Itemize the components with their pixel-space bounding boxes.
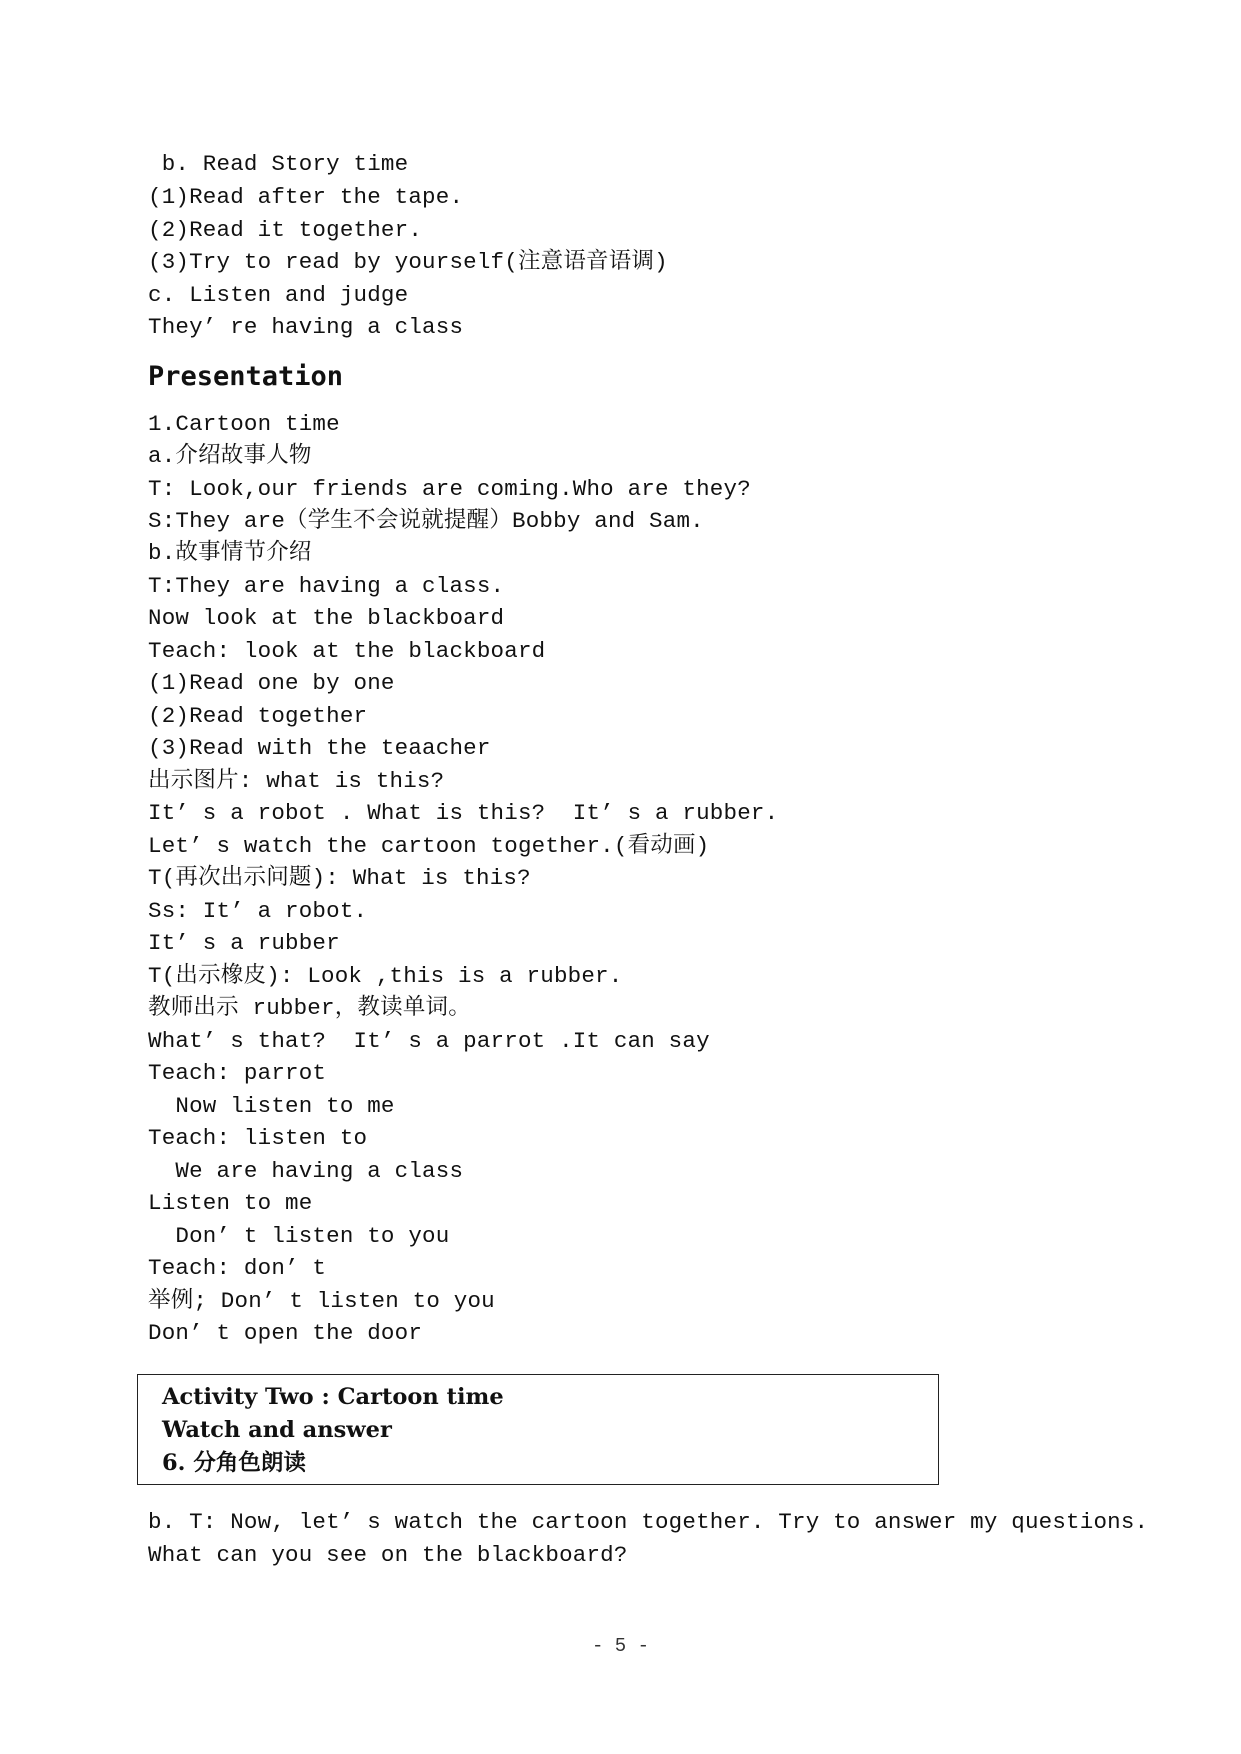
text-line: Ss: It’ a robot. [148, 898, 368, 924]
text-line: Now listen to me [148, 1093, 395, 1119]
text-line: Teach: listen to [148, 1125, 368, 1151]
text-line: Now look at the blackboard [148, 605, 505, 631]
text-line: S:They are（学生不会说就提醒）Bobby and Sam. [148, 508, 704, 534]
activity-box [137, 1374, 939, 1485]
text-line: Let’ s watch the cartoon together.(看动画) [148, 833, 710, 859]
text-line: They’ re having a class [148, 314, 464, 340]
text-line: (1)Read one by one [148, 670, 395, 696]
text-line: b. T: Now, let’ s watch the cartoon together. Try to answer my questions. [148, 1509, 1149, 1535]
text-line: We are having a class [148, 1158, 464, 1184]
text-line: T: Look,our friends are coming.Who are they? [148, 476, 751, 502]
text-line: Teach: look at the blackboard [148, 638, 546, 664]
text-line: T(再次出示问题): What is this? [148, 865, 531, 891]
text-line: b.故事情节介绍 [148, 540, 312, 566]
text-line: Listen to me [148, 1190, 313, 1216]
text-line: (3)Read with the teaacher [148, 735, 491, 761]
text-line: What can you see on the blackboard? [148, 1542, 628, 1568]
text-line: c. Listen and judge [148, 282, 409, 308]
text-line: (2)Read it together. [148, 217, 423, 243]
text-line: (3)Try to read by yourself(注意语音语调) [148, 249, 668, 275]
page-number: - 5 - [591, 1635, 649, 1657]
activity-title: Activity Two : Cartoon time [162, 1384, 504, 1410]
text-line: 教师出示 rubber，教读单词。 [148, 995, 471, 1021]
text-line: It’ s a rubber [148, 930, 340, 956]
text-line: Don’ t listen to you [148, 1223, 450, 1249]
text-line: 1.Cartoon time [148, 411, 340, 437]
text-line: Teach: don’ t [148, 1255, 327, 1281]
text-line: Teach: parrot [148, 1060, 327, 1086]
text-line: (1)Read after the tape. [148, 184, 464, 210]
section-heading: Presentation [148, 361, 344, 392]
text-line: (2)Read together [148, 703, 368, 729]
activity-subtitle: Watch and answer [162, 1417, 392, 1443]
activity-step: 6. 分角色朗读 [162, 1450, 306, 1476]
text-line: T:They are having a class. [148, 573, 505, 599]
text-line: T(出示橡皮): Look ,this is a rubber. [148, 963, 623, 989]
text-line: 举例; Don’ t listen to you [148, 1288, 495, 1314]
text-line: What’ s that? It’ s a parrot .It can say [148, 1028, 710, 1054]
text-line: Don’ t open the door [148, 1320, 423, 1346]
text-line: b. Read Story time [148, 151, 409, 177]
text-line: 出示图片: what is this? [148, 768, 445, 794]
text-line: It’ s a robot . What is this? It’ s a rubber. [148, 800, 779, 826]
text-line: a.介绍故事人物 [148, 443, 312, 469]
